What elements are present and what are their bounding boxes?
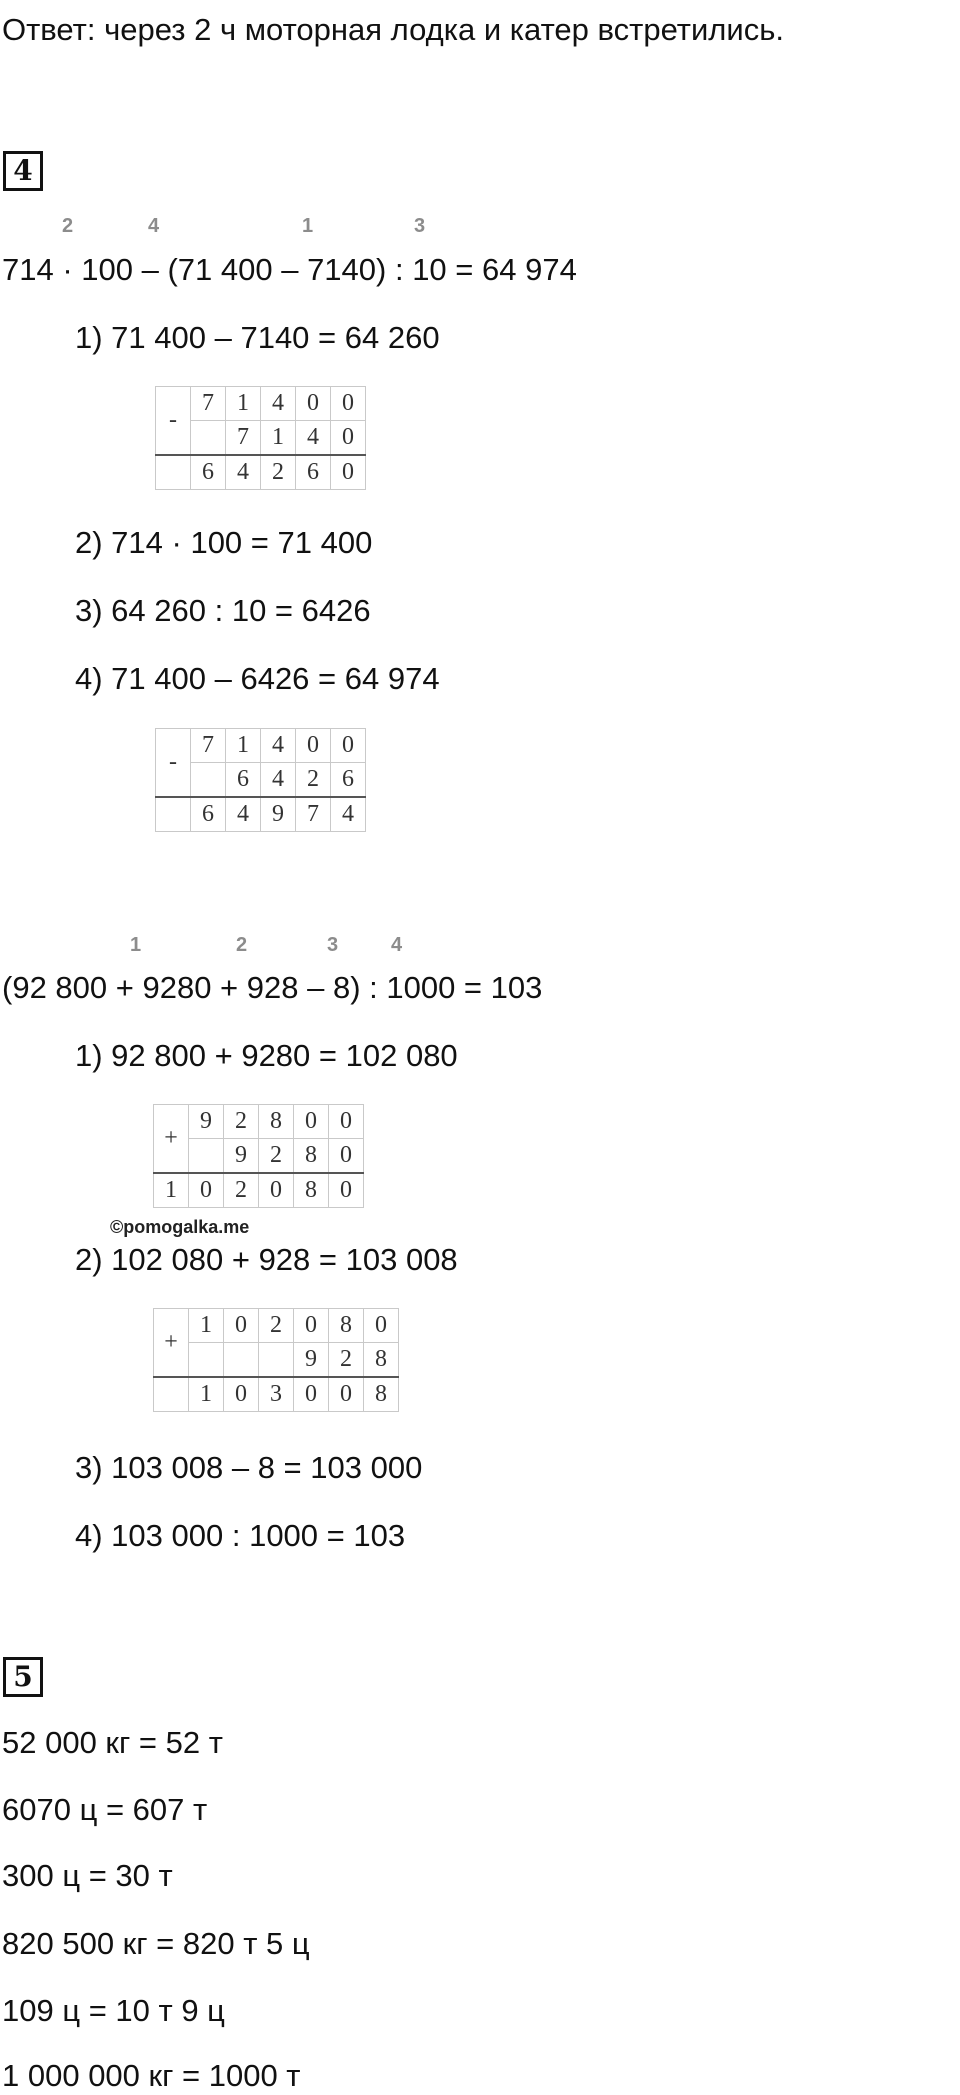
digit-cell: 1 xyxy=(189,1377,224,1412)
digit-cell: 9 xyxy=(261,797,296,832)
expression-1: 714 · 100 – (71 400 – 7140) : 10 = 64 974 xyxy=(2,252,577,287)
digit-cell: 0 xyxy=(331,421,366,456)
digit-cell: 3 xyxy=(259,1377,294,1412)
digit-cell: 0 xyxy=(331,729,366,763)
digit-cell: 0 xyxy=(364,1309,399,1343)
digit-cell: 1 xyxy=(154,1173,189,1208)
order-mark: 4 xyxy=(391,934,403,956)
digit-cell: 0 xyxy=(294,1105,329,1139)
digit-cell: 0 xyxy=(224,1377,259,1412)
digit-cell: 6 xyxy=(191,797,226,832)
digit-cell: 2 xyxy=(259,1139,294,1174)
digit-cell: 9 xyxy=(224,1139,259,1174)
step-line: 4) 103 000 : 1000 = 103 xyxy=(75,1518,406,1553)
conversion-line: 6070 ц = 607 т xyxy=(2,1792,208,1827)
order-mark: 1 xyxy=(302,215,314,237)
order-mark: 3 xyxy=(327,934,339,956)
digit-cell: 7 xyxy=(191,387,226,421)
digit-cell: 0 xyxy=(329,1105,364,1139)
digit-cell: 0 xyxy=(331,455,366,490)
digit-cell: 8 xyxy=(329,1309,364,1343)
digit-cell: 0 xyxy=(329,1173,364,1208)
order-mark: 3 xyxy=(414,215,426,237)
digit-cell: 0 xyxy=(224,1309,259,1343)
column-addition-2 xyxy=(153,1308,399,1412)
digit-cell: 4 xyxy=(261,763,296,798)
empty-cell xyxy=(154,1377,189,1412)
digit-cell: 7 xyxy=(191,729,226,763)
digit-cell: 1 xyxy=(261,421,296,456)
digit-cell: 0 xyxy=(296,387,331,421)
operator-sign: - xyxy=(156,729,191,798)
digit-cell xyxy=(224,1343,259,1378)
digit-cell: 7 xyxy=(296,797,331,832)
digit-cell: 4 xyxy=(226,455,261,490)
digit-cell: 0 xyxy=(329,1377,364,1412)
order-mark: 2 xyxy=(236,934,248,956)
digit-cell: 6 xyxy=(191,455,226,490)
order-mark: 2 xyxy=(62,215,74,237)
digit-cell: 1 xyxy=(189,1309,224,1343)
digit-cell: 2 xyxy=(224,1105,259,1139)
digit-cell: 0 xyxy=(294,1377,329,1412)
digit-cell: 8 xyxy=(364,1343,399,1378)
task-4-number: 4 xyxy=(3,151,43,191)
digit-cell: 0 xyxy=(329,1139,364,1174)
watermark: ©pomogalka.me xyxy=(110,1217,250,1237)
digit-cell xyxy=(189,1343,224,1378)
empty-cell xyxy=(156,797,191,832)
digit-cell: 1 xyxy=(226,729,261,763)
digit-cell xyxy=(189,1139,224,1174)
digit-cell xyxy=(259,1343,294,1378)
operator-sign: - xyxy=(156,387,191,456)
digit-cell: 0 xyxy=(294,1309,329,1343)
digit-cell: 0 xyxy=(331,387,366,421)
digit-cell: 8 xyxy=(259,1105,294,1139)
digit-cell: 4 xyxy=(261,729,296,763)
conversion-line: 820 500 кг = 820 т 5 ц xyxy=(2,1926,310,1961)
digit-cell xyxy=(191,421,226,456)
step-line: 1) 71 400 – 7140 = 64 260 xyxy=(75,320,440,355)
digit-cell: 2 xyxy=(296,763,331,798)
conversion-line: 52 000 кг = 52 т xyxy=(2,1725,223,1760)
digit-cell: 9 xyxy=(294,1343,329,1378)
task-5-number: 5 xyxy=(3,1657,43,1697)
digit-cell xyxy=(191,763,226,798)
conversion-line: 300 ц = 30 т xyxy=(2,1858,173,1893)
digit-cell: 4 xyxy=(331,797,366,832)
column-subtraction-1 xyxy=(155,386,366,490)
digit-cell: 2 xyxy=(224,1173,259,1208)
digit-cell: 4 xyxy=(261,387,296,421)
digit-cell: 0 xyxy=(296,729,331,763)
expression-2: (92 800 + 9280 + 928 – 8) : 1000 = 103 xyxy=(2,970,543,1005)
answer-line: Ответ: через 2 ч моторная лодка и катер встретились. xyxy=(2,12,784,47)
digit-cell: 2 xyxy=(329,1343,364,1378)
column-subtraction-2 xyxy=(155,728,366,832)
step-line: 2) 714 · 100 = 71 400 xyxy=(75,525,373,560)
step-line: 3) 64 260 : 10 = 6426 xyxy=(75,593,371,628)
digit-cell: 8 xyxy=(294,1173,329,1208)
digit-cell: 8 xyxy=(294,1139,329,1174)
step-line: 2) 102 080 + 928 = 103 008 xyxy=(75,1242,458,1277)
digit-cell: 6 xyxy=(331,763,366,798)
digit-cell: 8 xyxy=(364,1377,399,1412)
step-line: 1) 92 800 + 9280 = 102 080 xyxy=(75,1038,458,1073)
digit-cell: 0 xyxy=(189,1173,224,1208)
empty-cell xyxy=(156,455,191,490)
digit-cell: 6 xyxy=(226,763,261,798)
digit-cell: 4 xyxy=(296,421,331,456)
digit-cell: 1 xyxy=(226,387,261,421)
digit-cell: 6 xyxy=(296,455,331,490)
conversion-line: 1 000 000 кг = 1000 т xyxy=(2,2058,301,2093)
conversion-line: 109 ц = 10 т 9 ц xyxy=(2,1993,225,2028)
digit-cell: 4 xyxy=(226,797,261,832)
step-line: 4) 71 400 – 6426 = 64 974 xyxy=(75,661,440,696)
digit-cell: 2 xyxy=(261,455,296,490)
digit-cell: 2 xyxy=(259,1309,294,1343)
operator-sign: + xyxy=(154,1309,189,1378)
order-mark: 1 xyxy=(130,934,142,956)
digit-cell: 9 xyxy=(189,1105,224,1139)
digit-cell: 0 xyxy=(259,1173,294,1208)
digit-cell: 7 xyxy=(226,421,261,456)
column-addition-1 xyxy=(153,1104,364,1208)
order-mark: 4 xyxy=(148,215,160,237)
operator-sign: + xyxy=(154,1105,189,1174)
step-line: 3) 103 008 – 8 = 103 000 xyxy=(75,1450,423,1485)
